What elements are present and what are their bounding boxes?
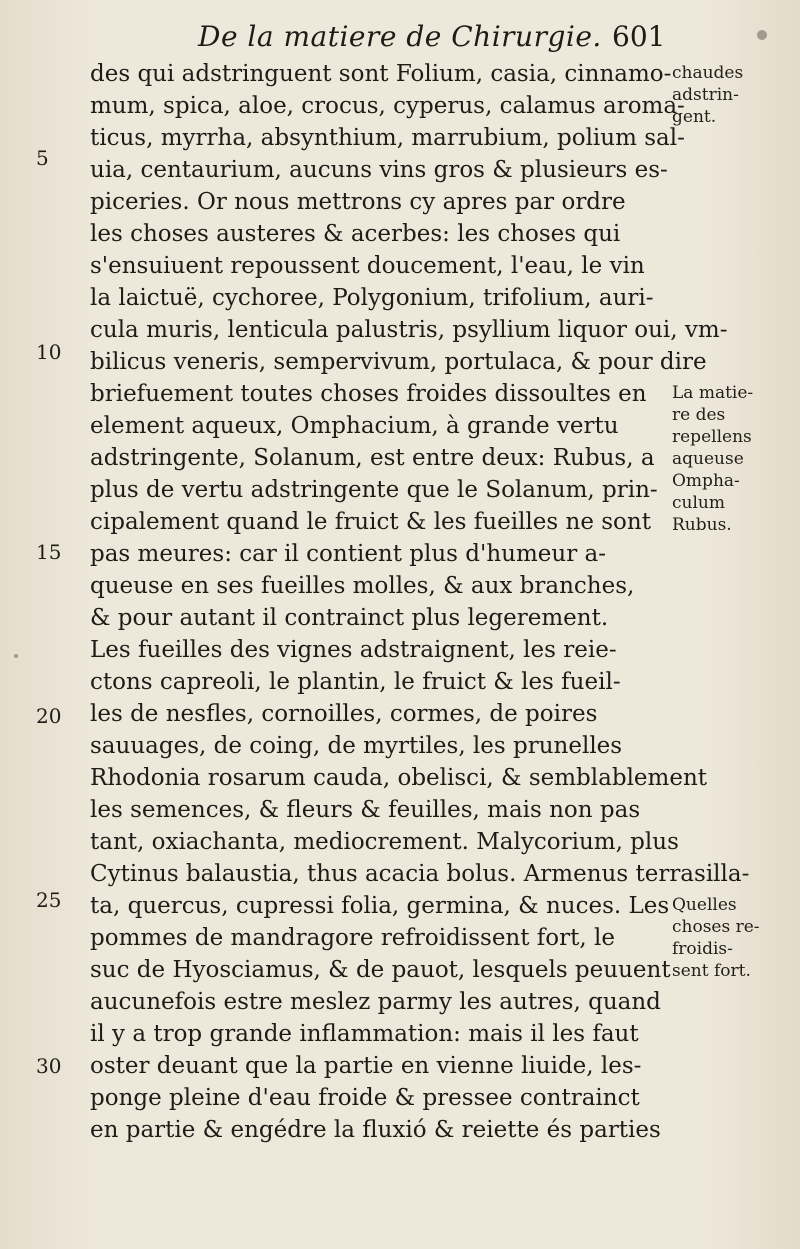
line-number: 20: [36, 704, 62, 728]
margin-note-line: Ompha-: [672, 471, 740, 491]
text-line: uia, centaurium, aucuns vins gros & plusieurs es-: [90, 157, 668, 183]
text-line: mum, spica, aloe, crocus, cyperus, calamus aroma-: [90, 93, 685, 119]
text-line: suc de Hyosciamus, & de pauot, lesquels peuuent: [90, 957, 671, 983]
ink-speck: [757, 30, 767, 40]
text-line: il y a trop grande inflammation: mais il les faut: [90, 1021, 639, 1047]
text-line: oster deuant que la partie en vienne liuide, les-: [90, 1053, 642, 1079]
text-line: cipalement quand le fruict & les fueilles ne sont: [90, 509, 651, 535]
running-title: De la matiere de Chirurgie.: [198, 20, 602, 53]
text-line: adstringente, Solanum, est entre deux: Rubus, a: [90, 445, 655, 471]
page-number: 601: [612, 20, 666, 53]
text-line: ta, quercus, cupressi folia, germina, & nuces. Les: [90, 893, 670, 919]
text-line: les choses austeres & acerbes: les choses qui: [90, 221, 621, 247]
text-line: les de nesfles, cornoilles, cormes, de poires: [90, 701, 598, 727]
text-line: & pour autant il contrainct plus legerement.: [90, 605, 609, 631]
text-line: les semences, & fleurs & feuilles, mais non pas: [90, 797, 641, 823]
margin-note-line: chaudes: [672, 63, 744, 83]
text-line: ticus, myrrha, absynthium, marrubium, polium sal-: [90, 125, 685, 151]
margin-note-line: sent fort.: [672, 961, 751, 981]
text-line: ctons capreoli, le plantin, le fruict & les fueil-: [90, 669, 621, 695]
margin-note: [672, 382, 772, 536]
margin-note: [672, 894, 772, 982]
line-number: 5: [36, 146, 49, 170]
margin-note-line: re des: [672, 405, 726, 425]
text-line: pommes de mandragore refroidissent fort, le: [90, 925, 615, 951]
text-line: briefuement toutes choses froides dissoultes en: [90, 381, 647, 407]
margin-note-line: La matie-: [672, 383, 754, 403]
text-line: bilicus veneris, sempervivum, portulaca, & pour dire: [90, 349, 707, 375]
text-line: sauuages, de coing, de myrtiles, les prunelles: [90, 733, 623, 759]
ink-speck: [14, 654, 18, 658]
line-number: 10: [36, 340, 62, 364]
text-line: Cytinus balaustia, thus acacia bolus. Armenus terrasilla-: [90, 861, 750, 887]
text-line: des qui adstringuent sont Folium, casia, cinnamo-: [90, 61, 672, 87]
margin-note-line: gent.: [672, 107, 717, 127]
text-line: s'ensuiuent repoussent doucement, l'eau, le vin: [90, 253, 645, 279]
margin-note-line: adstrin-: [672, 85, 739, 105]
line-number: 15: [36, 540, 62, 564]
margin-note: [672, 62, 772, 128]
margin-note-line: froidis-: [672, 939, 733, 959]
margin-note-line: aqueuse: [672, 449, 744, 469]
text-line: en partie & engédre la fluxió & reiette és parties: [90, 1117, 661, 1143]
margin-note-line: Rubus.: [672, 515, 732, 535]
text-line: Les fueilles des vignes adstraignent, les reie-: [90, 637, 617, 663]
margin-note-line: choses re-: [672, 917, 760, 937]
margin-note-line: repellens: [672, 427, 752, 447]
line-number: 30: [36, 1054, 62, 1078]
text-line: piceries. Or nous mettrons cy apres par ordre: [90, 189, 626, 215]
running-header: [0, 20, 800, 56]
text-line: ponge pleine d'eau froide & pressee contrainct: [90, 1085, 640, 1111]
text-line: queuse en ses fueilles molles, & aux branches,: [90, 573, 635, 599]
text-line: pas meures: car il contient plus d'humeur a-: [90, 541, 606, 567]
text-line: la laictuë, cychoree, Polygonium, trifolium, auri-: [90, 285, 654, 311]
line-number: 25: [36, 888, 62, 912]
text-line: plus de vertu adstringente que le Solanum, prin-: [90, 477, 658, 503]
text-line: cula muris, lenticula palustris, psyllium liquor oui, vm-: [90, 317, 728, 343]
text-line: tant, oxiachanta, mediocrement. Malycorium, plus: [90, 829, 679, 855]
margin-note-line: culum: [672, 493, 725, 513]
text-line: element aqueux, Omphacium, à grande vertu: [90, 413, 619, 439]
text-line: aucunefois estre meslez parmy les autres, quand: [90, 989, 661, 1015]
text-line: Rhodonia rosarum cauda, obelisci, & semblablement: [90, 765, 708, 791]
margin-note-line: Quelles: [672, 895, 737, 915]
